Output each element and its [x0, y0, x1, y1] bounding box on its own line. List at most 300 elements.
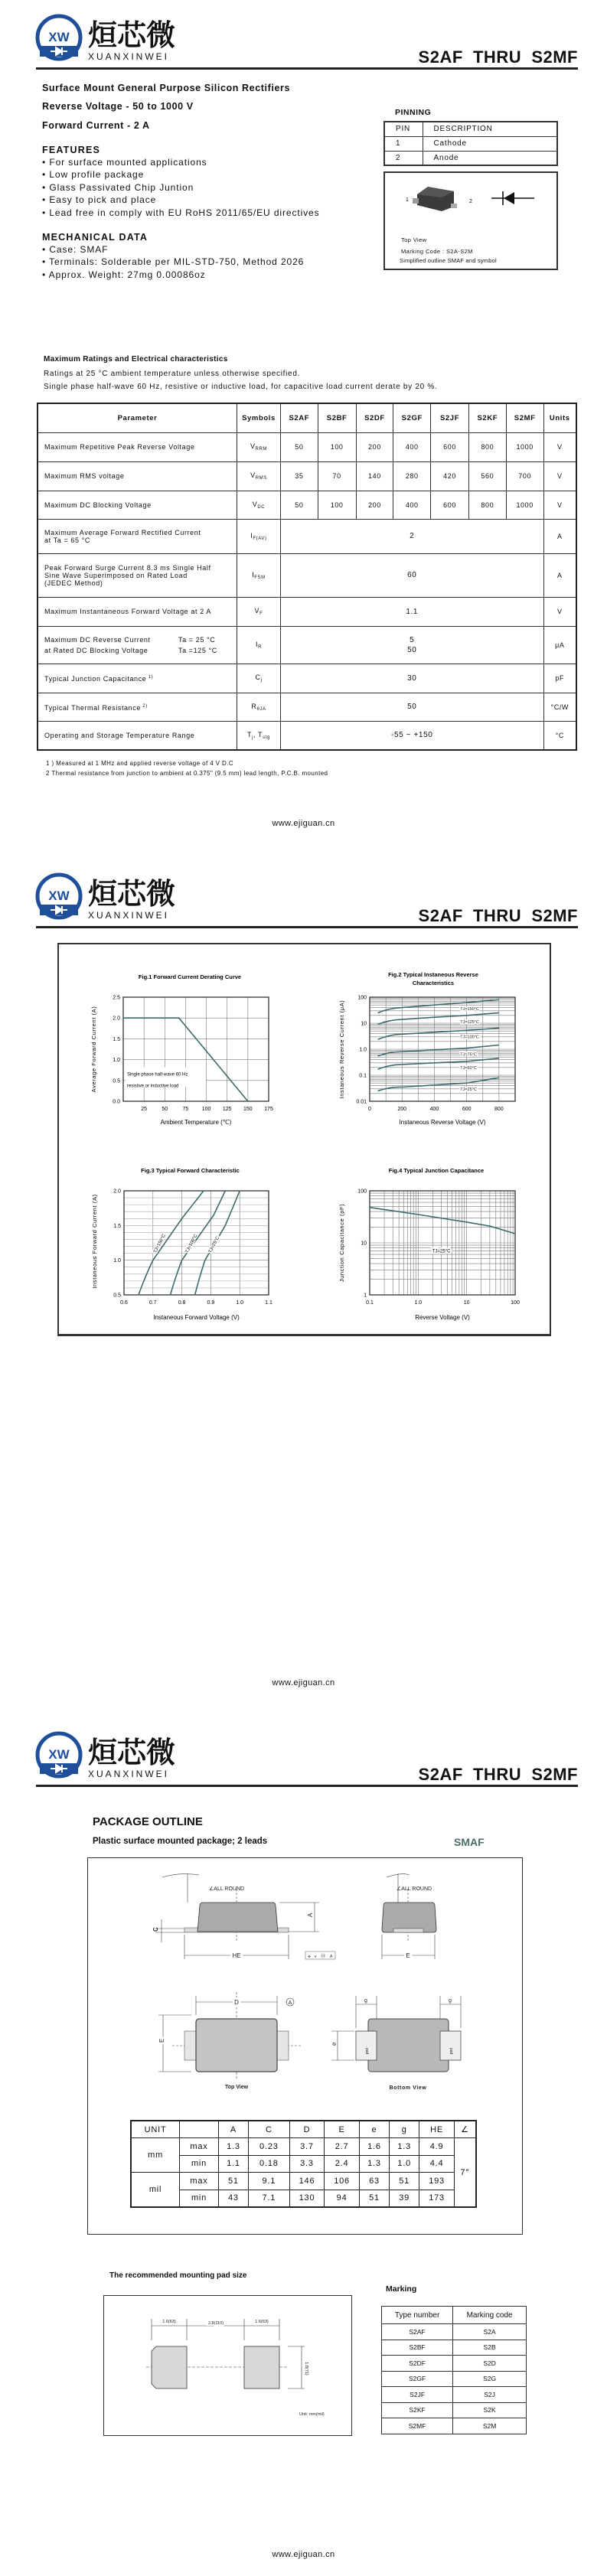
company-logo — [35, 12, 181, 63]
x-tick-label: 75 — [182, 1107, 189, 1112]
x-tick-label: 100 — [201, 1107, 211, 1112]
value-cell: 1000 — [506, 432, 543, 461]
value-cell — [280, 664, 543, 693]
svg-text:C: C — [152, 1927, 159, 1932]
ratings-row — [38, 553, 576, 597]
svg-text:E: E — [406, 1952, 410, 1959]
x-tick-label: 0 — [368, 1107, 371, 1112]
parameter-cell — [38, 553, 237, 597]
list-item: • Terminals: Solderable per MIL-STD-750, Method 2026 — [42, 256, 305, 268]
symbol-cell — [237, 461, 281, 491]
series-line — [378, 1012, 499, 1024]
ratings-note: Single phase half-wave 60 Hz, resistive or inductive load, for capacitive load current derate by 20 %. — [44, 383, 438, 391]
value-cell: 280 — [393, 461, 431, 491]
marking-row — [382, 2356, 527, 2372]
mounting-pad-heading: The recommended mounting pad size — [109, 2271, 247, 2280]
list-item: • Approx. Weight: 27mg 0.00086oz — [42, 269, 206, 280]
marking-code: Marking Code : S2A-S2M — [401, 248, 473, 255]
svg-text:Bottom View: Bottom View — [389, 2085, 427, 2091]
marking-code: S2B — [453, 2340, 527, 2356]
x-tick-label: 100 — [511, 1300, 520, 1306]
dim-value: min — [180, 2190, 219, 2207]
symbol-cell — [237, 693, 281, 721]
svg-text:1.6(63): 1.6(63) — [255, 2320, 269, 2324]
value-line: 5 — [410, 635, 415, 644]
value-line: 50 — [407, 703, 417, 711]
pin-number: PIN — [384, 122, 423, 136]
pin-number: 2 — [384, 151, 423, 165]
value-cell: 50 — [280, 491, 318, 519]
parameter-cell — [38, 461, 237, 491]
x-tick-label: 0.6 — [120, 1300, 128, 1306]
outline-box — [383, 171, 558, 270]
ratings-row — [38, 597, 576, 626]
symbol-part: V — [254, 607, 260, 615]
x-tick-label: 200 — [397, 1107, 407, 1112]
parameter-line: Maximum Repetitive Peak Reverse Voltage — [44, 443, 195, 451]
series-label: TJ=75°C — [460, 1052, 477, 1058]
x-tick-label: 0.9 — [207, 1300, 215, 1306]
column-header: C — [249, 2121, 290, 2138]
value-cell — [280, 597, 543, 626]
column-header: Units — [543, 403, 576, 432]
y-tick-label: 0.5 — [113, 1293, 121, 1299]
unit-cell: A — [543, 553, 576, 597]
series-label: TJ=25°C — [207, 1235, 221, 1254]
svg-text:e: e — [331, 2042, 338, 2046]
svg-text:A: A — [330, 1955, 333, 1959]
y-tick-label: 1.5 — [113, 1036, 120, 1042]
dim-value: 0.18 — [249, 2155, 290, 2173]
x-tick-label: 1.1 — [265, 1300, 272, 1306]
x-tick-label: 50 — [162, 1107, 168, 1112]
symbol-part: I — [255, 640, 259, 648]
svg-text:1: 1 — [406, 197, 409, 203]
y-tick-label: 1 — [364, 1293, 367, 1299]
svg-text:XW: XW — [48, 30, 70, 44]
svg-text:v: v — [315, 1955, 317, 1959]
unit-cell: V — [543, 597, 576, 626]
dims-row — [131, 2173, 476, 2190]
list-item: • Lead free in comply with EU RoHS 2011/65/EU directives — [42, 207, 320, 218]
marking-code: S2K — [453, 2402, 527, 2418]
package-name: SMAF — [454, 1836, 485, 1848]
dim-value: 130 — [289, 2190, 325, 2207]
ratings-row — [38, 461, 576, 491]
y-tick-label: 1.5 — [113, 1223, 121, 1229]
parameter-line: (JEDEC Method) — [44, 579, 103, 587]
marking-row — [382, 2418, 527, 2434]
list-item: • Glass Passivated Chip Juntion — [42, 181, 194, 193]
marking-table — [381, 2306, 527, 2434]
package-symbol-drawing — [385, 173, 556, 234]
mounting-pad-drawing — [104, 2296, 351, 2434]
dim-value: 63 — [359, 2173, 389, 2190]
footnote: 1 ) Measured at 1 MHz and applied reverse voltage of 4 V D.C — [46, 760, 233, 767]
svg-text:Unit: mm(mil): Unit: mm(mil) — [299, 2412, 325, 2417]
mechanical-heading: MECHANICAL DATA — [42, 232, 148, 243]
symbol-cell — [237, 664, 281, 693]
series-label: TJ=100°C — [184, 1233, 199, 1254]
dim-value: 51 — [218, 2173, 248, 2190]
series-label: TJ=25°C — [460, 1087, 477, 1093]
footnote-ref: 1) — [146, 675, 154, 680]
value-line: 60 — [407, 571, 417, 579]
symbol-cell — [237, 432, 281, 461]
dim-value: 106 — [325, 2173, 360, 2190]
column-header: S2MF — [506, 403, 543, 432]
company-logo — [35, 1730, 181, 1780]
svg-text:2: 2 — [469, 199, 472, 204]
parameter-cell — [38, 519, 237, 553]
y-tick-label: 1.0 — [359, 1047, 367, 1053]
type-number: S2GF — [382, 2371, 453, 2387]
x-tick-label: 400 — [429, 1107, 439, 1112]
value-cell: 70 — [318, 461, 356, 491]
header-rule — [36, 926, 578, 928]
pin-row — [384, 136, 557, 151]
y-tick-label: 10 — [361, 1021, 367, 1027]
series-label: TJ=150°C — [153, 1233, 167, 1254]
y-tick-label: 0.01 — [356, 1099, 367, 1105]
parameter-line: Typical Thermal Resistance $^{2)}$ — [44, 703, 148, 712]
type-number: S2BF — [382, 2340, 453, 2356]
x-tick-label: 150 — [243, 1107, 253, 1112]
svg-text:g: g — [364, 1998, 367, 2004]
value-cell: 560 — [468, 461, 506, 491]
x-axis-title: Instaneous Reverse Voltage (V) — [399, 1119, 486, 1126]
chart-title: Fig.4 Typical Junction Capacitance — [388, 1167, 485, 1174]
dim-value: 51 — [390, 2173, 419, 2190]
value-cell: 200 — [356, 491, 393, 519]
annotation-text: resistive or inductive load — [127, 1084, 179, 1089]
svg-text:D: D — [234, 1999, 239, 2006]
type-number: S2JF — [382, 2387, 453, 2403]
dim-value: max — [180, 2138, 219, 2156]
dim-value: 1.3 — [390, 2138, 419, 2156]
product-description: Surface Mount General Purpose Silicon Rectifiers — [42, 83, 291, 93]
x-tick-label: 800 — [494, 1107, 504, 1112]
dim-value: min — [180, 2155, 219, 2173]
footer-url[interactable]: www.ejiguan.cn — [272, 2550, 335, 2559]
marking-row — [382, 2387, 527, 2403]
parameter-line: Sine Wave Superimposed on Rated Load — [44, 571, 188, 579]
value-cell: 400 — [393, 432, 431, 461]
annotation-text: Single phase half-wave 60 Hz — [127, 1072, 188, 1078]
series-label: TJ=50°C — [460, 1065, 477, 1071]
svg-text:⌯: ⌯ — [308, 1955, 312, 1959]
chart-title: Fig.1 Forward Current Derating Curve — [138, 973, 242, 980]
series-label: TJ=25°C — [432, 1249, 451, 1254]
unit-cell: pF — [543, 664, 576, 693]
parameter-cell — [38, 626, 237, 664]
svg-text:1.6(63): 1.6(63) — [162, 2320, 176, 2324]
list-item: • Easy to pick and place — [42, 194, 157, 206]
value-cell: 1000 — [506, 491, 543, 519]
parameter-text: Maximum DC Reverse Current — [44, 635, 151, 644]
column-header: A — [218, 2121, 248, 2138]
list-item: • For surface mounted applications — [42, 157, 207, 168]
dim-value: 0.23 — [249, 2138, 290, 2156]
y-tick-label: 2.0 — [113, 1016, 120, 1022]
dim-value: 1.6 — [359, 2138, 389, 2156]
marking-code: S2J — [453, 2387, 527, 2403]
symbol-part: T — [246, 730, 253, 739]
header-rule — [36, 1785, 578, 1787]
dim-value: 2.4 — [325, 2155, 360, 2173]
y-tick-label: 0.0 — [113, 1099, 120, 1105]
symbol-part: j — [260, 678, 263, 683]
parameter-line: at Ta = 65 °C — [44, 536, 91, 544]
dim-value: 1.0 — [390, 2155, 419, 2173]
unit-cell: μA — [543, 626, 576, 664]
ratings-row — [38, 693, 576, 721]
condition-text: Ta =125 °C — [178, 646, 217, 654]
x-axis-title: Ambient Temperature (℃) — [160, 1119, 232, 1126]
package-subtitle: Plastic surface mounted package; 2 leads — [93, 1837, 268, 1846]
column-header: S2KF — [468, 403, 506, 432]
parameter-line: Maximum RMS voltage — [44, 472, 125, 480]
pin-row — [384, 122, 557, 136]
y-tick-label: 2.5 — [113, 995, 120, 1001]
value-cell: 100 — [318, 432, 356, 461]
marking-row — [382, 2307, 527, 2324]
value-cell: 200 — [356, 432, 393, 461]
column-header: UNIT — [131, 2121, 180, 2138]
pin-number: 1 — [384, 136, 423, 151]
parameter-cell — [38, 721, 237, 750]
value-line: 1.1 — [406, 607, 419, 616]
dim-value: 43 — [218, 2190, 248, 2207]
x-axis-title: Instaneous Forward Voltage (V) — [153, 1314, 240, 1321]
side-view-body — [197, 1903, 278, 1932]
symbol-part: stg — [263, 735, 270, 740]
series-label: TJ=100°C — [460, 1035, 479, 1040]
svg-text:pad: pad — [364, 2048, 369, 2055]
column-header: S2BF — [318, 403, 356, 432]
x-axis-title: Reverse Voltage (V) — [415, 1314, 470, 1321]
dim-value: 146 — [289, 2173, 325, 2190]
svg-text:pad: pad — [449, 2048, 453, 2055]
marking-row — [382, 2340, 527, 2356]
parameter-line — [44, 634, 237, 645]
type-number: S2DF — [382, 2356, 453, 2372]
column-header: E — [325, 2121, 360, 2138]
pad-left — [152, 2346, 187, 2389]
ratings-heading: Maximum Ratings and Electrical characteristics — [44, 355, 228, 364]
column-header: ∠ — [454, 2121, 476, 2138]
x-tick-label: 175 — [264, 1107, 273, 1112]
y-axis-title: Instaneous Reverse Current (μA) — [338, 999, 345, 1099]
value-line: 30 — [407, 673, 417, 683]
svg-text:烜芯微: 烜芯微 — [88, 20, 176, 52]
marking-code: S2G — [453, 2371, 527, 2387]
value-cell — [280, 553, 543, 597]
symbol-cell — [237, 553, 281, 597]
header-rule — [36, 67, 578, 70]
symbol-cell — [237, 491, 281, 519]
unit-cell: A — [543, 519, 576, 553]
column-header: g — [390, 2121, 419, 2138]
dim-value: 4.9 — [419, 2138, 455, 2156]
ratings-table — [37, 403, 577, 751]
value-cell: 100 — [318, 491, 356, 519]
x-tick-label: 25 — [141, 1107, 148, 1112]
ratings-row — [38, 664, 576, 693]
unit-cell: mm — [131, 2138, 180, 2173]
unit-cell: mil — [131, 2173, 180, 2207]
parameter-line: Typical Junction Capacitance $^{1)}$ — [44, 675, 154, 683]
svg-text:E: E — [158, 2038, 165, 2043]
characteristic-charts — [59, 944, 550, 1334]
value-cell: 600 — [431, 432, 469, 461]
dims-row — [131, 2190, 476, 2207]
dim-value: 94 — [325, 2190, 360, 2207]
footnote: 2 Thermal resistance from junction to ambient at 0.375" (9.5 mm) lead length, P.C.B. mounted — [46, 770, 328, 777]
parameter-line — [44, 645, 237, 656]
svg-text:2.8(110): 2.8(110) — [207, 2321, 224, 2326]
column-header — [180, 2121, 219, 2138]
type-number: S2KF — [382, 2402, 453, 2418]
marking-heading: Marking — [386, 2284, 417, 2294]
marking-code: S2M — [453, 2418, 527, 2434]
reverse-voltage: Reverse Voltage - 50 to 1000 V — [42, 101, 194, 112]
series-label: TJ=150°C — [460, 1007, 479, 1012]
value-cell: 700 — [506, 461, 543, 491]
symbol-part: V — [250, 442, 256, 450]
y-tick-label: 1.0 — [113, 1058, 120, 1064]
parameter-cell — [38, 491, 237, 519]
column-header: e — [359, 2121, 389, 2138]
symbol-part: F(AV) — [253, 536, 267, 541]
symbol-part: C — [255, 673, 261, 681]
forward-current: Forward Current - 2 A — [42, 120, 150, 131]
svg-text:HE: HE — [232, 1952, 241, 1959]
unit-cell: °C/W — [543, 693, 576, 721]
svg-text:Top View: Top View — [224, 2085, 249, 2090]
value-cell: 800 — [468, 491, 506, 519]
type-number: S2MF — [382, 2418, 453, 2434]
symbol-part: θJA — [256, 706, 266, 712]
y-axis-title: Average Forward Current (A) — [90, 1006, 97, 1093]
dim-value: 3.3 — [289, 2155, 325, 2173]
marking-row — [382, 2371, 527, 2387]
parameter-line: Maximum Average Forward Rectified Current — [44, 528, 201, 536]
x-tick-label: 10 — [463, 1300, 470, 1306]
column-header: Symbols — [237, 403, 281, 432]
marking-code: S2A — [453, 2324, 527, 2340]
diode-symbol-icon — [491, 191, 534, 205]
y-tick-label: 0.5 — [113, 1078, 120, 1084]
symbol-part: j — [252, 735, 254, 740]
value-cell — [280, 519, 543, 553]
svg-text:∠ALL ROUND: ∠ALL ROUND — [397, 1886, 432, 1892]
column-header: S2DF — [356, 403, 393, 432]
svg-text:XUANXINWEI: XUANXINWEI — [88, 51, 170, 62]
column-header: S2AF — [280, 403, 318, 432]
dim-value: 51 — [359, 2190, 389, 2207]
end-view-body — [382, 1903, 436, 1932]
x-tick-label: 1.0 — [414, 1300, 423, 1306]
condition-text: Ta = 25 °C — [178, 635, 216, 644]
type-number: Type number — [382, 2307, 453, 2324]
y-axis-title: Junction Capacitance (pF) — [338, 1203, 345, 1283]
symbol-part: I — [250, 531, 253, 540]
svg-text:XW: XW — [48, 889, 70, 903]
y-tick-label: 10 — [361, 1241, 367, 1247]
charts-panel — [57, 943, 551, 1336]
pinning-table — [383, 121, 558, 166]
parameter-line: Maximum DC Blocking Voltage — [44, 501, 152, 509]
mounting-pad-box — [103, 2295, 352, 2436]
top-view-label: Top View — [401, 236, 427, 243]
column-header: S2GF — [393, 403, 431, 432]
ratings-row — [38, 432, 576, 461]
company-logo — [35, 871, 181, 921]
symbol-part: RRM — [255, 447, 268, 452]
list-item: • Case: SMAF — [42, 244, 109, 255]
x-tick-label: 0.7 — [148, 1300, 157, 1306]
svg-text:∠ALL ROUND: ∠ALL ROUND — [209, 1886, 245, 1892]
x-tick-label: 600 — [462, 1107, 472, 1112]
footer-url[interactable]: www.ejiguan.cn — [272, 1678, 335, 1687]
y-tick-label: 2.0 — [113, 1189, 121, 1195]
ratings-header-row — [38, 403, 576, 432]
symbol-cell — [237, 519, 281, 553]
document-title: S2AF THRU S2MF — [418, 47, 578, 67]
bottom-view-body — [368, 2019, 449, 2072]
parameter-cell — [38, 664, 237, 693]
svg-text:烜芯微: 烜芯微 — [88, 879, 176, 911]
x-tick-label: 0.1 — [366, 1300, 374, 1306]
dims-header-row — [131, 2121, 476, 2138]
unit-cell: V — [543, 432, 576, 461]
svg-text:XW: XW — [48, 1747, 70, 1762]
dim-value: 1.3 — [359, 2155, 389, 2173]
svg-text:烜芯微: 烜芯微 — [88, 1737, 176, 1769]
parameter-line: Peak Forward Surge Current 8.3 ms Single Half — [44, 563, 211, 572]
value-cell: 50 — [280, 432, 318, 461]
symbol-part: FSM — [254, 575, 266, 580]
symbol-part: V — [250, 471, 256, 479]
document-title: S2AF THRU S2MF — [418, 1765, 578, 1784]
parameter-cell — [38, 597, 237, 626]
dim-value: 3.7 — [289, 2138, 325, 2156]
ratings-row — [38, 519, 576, 553]
column-header: Parameter — [38, 403, 237, 432]
pin-description: Anode — [423, 151, 557, 165]
dim-value: 1.3 — [218, 2138, 248, 2156]
top-view-body — [196, 2019, 277, 2072]
outline-caption: Simplified outline SMAF and symbol — [400, 257, 497, 264]
document-title: S2AF THRU S2MF — [418, 906, 578, 925]
dims-row — [131, 2155, 476, 2173]
ratings-row — [38, 626, 576, 664]
svg-text:1.8(71): 1.8(71) — [304, 2362, 308, 2375]
ratings-row — [38, 721, 576, 750]
dim-value: 2.7 — [325, 2138, 360, 2156]
symbol-cell — [237, 721, 281, 750]
pad-right — [244, 2346, 279, 2389]
pin-description: DESCRIPTION — [423, 122, 557, 136]
ratings-note: Ratings at 25 °C ambient temperature unless otherwise specified. — [44, 370, 301, 378]
marking-code: Marking code — [453, 2307, 527, 2324]
dim-value: 173 — [419, 2190, 455, 2207]
footer-url[interactable]: www.ejiguan.cn — [272, 819, 335, 828]
value-line: -55 ~ +150 — [391, 731, 433, 740]
y-tick-label: 100 — [357, 995, 367, 1001]
chart-title: Fig.2 Typical Instaneous Reverse — [388, 971, 478, 978]
